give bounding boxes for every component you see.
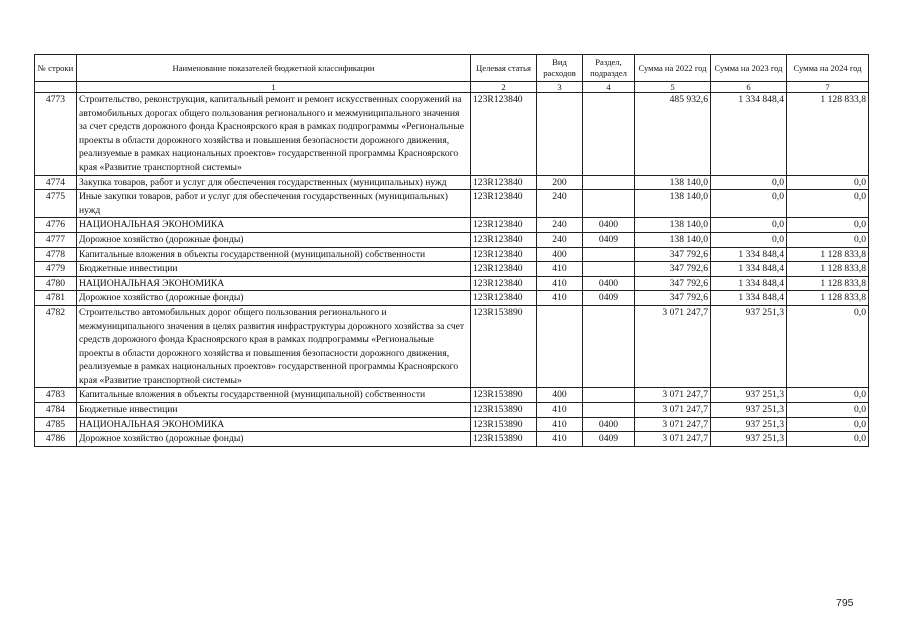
sum-2022-cell: 138 140,0 (635, 175, 711, 190)
section-cell (583, 190, 635, 218)
expense-type-cell: 410 (537, 276, 583, 291)
sum-2022-cell: 3 071 247,7 (635, 403, 711, 418)
expense-type-cell: 410 (537, 432, 583, 447)
header-row-number: № строки (35, 55, 77, 82)
table-row (35, 432, 869, 447)
row-number-cell: 4783 (35, 388, 77, 403)
header-sum-2022: Сумма на 2022 год (635, 55, 711, 82)
sum-2022-cell: 347 792,6 (635, 262, 711, 277)
sum-2022-cell: 347 792,6 (635, 247, 711, 262)
sum-2023-cell: 0,0 (711, 232, 787, 247)
indicator-name-cell: Дорожное хозяйство (дорожные фонды) (77, 291, 471, 306)
target-article-cell: 123R123840 (471, 218, 537, 233)
expense-type-cell: 400 (537, 388, 583, 403)
row-number-cell: 4786 (35, 432, 77, 447)
sum-2022-cell: 138 140,0 (635, 190, 711, 218)
table-row (35, 305, 869, 388)
sum-2022-cell: 347 792,6 (635, 291, 711, 306)
table-row (35, 417, 869, 432)
row-number-cell: 4781 (35, 291, 77, 306)
sum-2024-cell: 1 128 833,8 (787, 247, 869, 262)
table-row (35, 262, 869, 277)
table-header (35, 55, 869, 93)
indicator-name-cell: НАЦИОНАЛЬНАЯ ЭКОНОМИКА (77, 417, 471, 432)
sum-2023-cell: 0,0 (711, 175, 787, 190)
target-article-cell: 123R123840 (471, 93, 537, 176)
column-number: 5 (635, 82, 711, 93)
table-row (35, 93, 869, 176)
section-cell (583, 175, 635, 190)
sum-2023-cell: 0,0 (711, 190, 787, 218)
sum-2024-cell: 0,0 (787, 388, 869, 403)
target-article-cell: 123R153890 (471, 432, 537, 447)
section-cell (583, 403, 635, 418)
sum-2024-cell: 0,0 (787, 218, 869, 233)
sum-2022-cell: 138 140,0 (635, 218, 711, 233)
expense-type-cell: 410 (537, 417, 583, 432)
sum-2022-cell: 3 071 247,7 (635, 388, 711, 403)
page-number: 795 (836, 597, 854, 609)
expense-type-cell: 240 (537, 190, 583, 218)
section-cell: 0400 (583, 417, 635, 432)
sum-2022-cell: 3 071 247,7 (635, 417, 711, 432)
expense-type-cell: 410 (537, 262, 583, 277)
section-cell: 0409 (583, 291, 635, 306)
sum-2023-cell: 1 334 848,4 (711, 291, 787, 306)
sum-2023-cell: 937 251,3 (711, 403, 787, 418)
target-article-cell: 123R153890 (471, 388, 537, 403)
section-cell (583, 93, 635, 176)
sum-2022-cell: 3 071 247,7 (635, 432, 711, 447)
sum-2023-cell: 937 251,3 (711, 432, 787, 447)
header-sum-2024: Сумма на 2024 год (787, 55, 869, 82)
header-indicator-name: Наименование показателей бюджетной классификации (77, 55, 471, 82)
target-article-cell: 123R123840 (471, 276, 537, 291)
sum-2023-cell: 1 334 848,4 (711, 262, 787, 277)
row-number-cell: 4778 (35, 247, 77, 262)
sum-2024-cell: 0,0 (787, 190, 869, 218)
row-number-cell: 4776 (35, 218, 77, 233)
section-cell (583, 247, 635, 262)
row-number-cell: 4784 (35, 403, 77, 418)
sum-2023-cell: 937 251,3 (711, 388, 787, 403)
row-number-cell: 4774 (35, 175, 77, 190)
header-expense-type: Вид расходов (537, 55, 583, 82)
sum-2022-cell: 485 932,6 (635, 93, 711, 176)
expense-type-cell: 410 (537, 291, 583, 306)
sum-2023-cell: 937 251,3 (711, 305, 787, 388)
table-row (35, 247, 869, 262)
table-body (35, 93, 869, 447)
indicator-name-cell: НАЦИОНАЛЬНАЯ ЭКОНОМИКА (77, 276, 471, 291)
sum-2024-cell: 1 128 833,8 (787, 93, 869, 176)
sum-2024-cell: 1 128 833,8 (787, 291, 869, 306)
header-section: Раздел, подраздел (583, 55, 635, 82)
target-article-cell: 123R123840 (471, 232, 537, 247)
row-number-cell: 4785 (35, 417, 77, 432)
column-number: 7 (787, 82, 869, 93)
sum-2024-cell: 1 128 833,8 (787, 276, 869, 291)
expense-type-cell: 200 (537, 175, 583, 190)
expense-type-cell: 240 (537, 218, 583, 233)
table-row (35, 403, 869, 418)
indicator-name-cell: Строительство, реконструкция, капитальный ремонт и ремонт искусственных сооружений на автомобильных дорогах общего пользования регионального и межмуниципального значения за счет средств дорожного фонда Красноярского края в рамках подпрограммы «Региональные проекты в области дорожного хозяйства и повышения безопасности дорожного движения, реализуемые в рамках национальных проектов» государственной программы Красноярского края «Развитие транспортной системы» (77, 93, 471, 176)
target-article-cell: 123R153890 (471, 403, 537, 418)
target-article-cell: 123R123840 (471, 262, 537, 277)
table-row (35, 190, 869, 218)
indicator-name-cell: Дорожное хозяйство (дорожные фонды) (77, 232, 471, 247)
budget-table (34, 54, 869, 447)
indicator-name-cell: Бюджетные инвестиции (77, 403, 471, 418)
sum-2022-cell: 138 140,0 (635, 232, 711, 247)
sum-2022-cell: 3 071 247,7 (635, 305, 711, 388)
column-number-blank (35, 82, 77, 93)
sum-2024-cell: 0,0 (787, 175, 869, 190)
section-cell: 0409 (583, 232, 635, 247)
row-number-cell: 4782 (35, 305, 77, 388)
indicator-name-cell: Дорожное хозяйство (дорожные фонды) (77, 432, 471, 447)
section-cell: 0400 (583, 218, 635, 233)
column-number-row (35, 82, 869, 93)
sum-2023-cell: 1 334 848,4 (711, 247, 787, 262)
sum-2023-cell: 1 334 848,4 (711, 93, 787, 176)
expense-type-cell (537, 93, 583, 176)
indicator-name-cell: НАЦИОНАЛЬНАЯ ЭКОНОМИКА (77, 218, 471, 233)
section-cell: 0400 (583, 276, 635, 291)
row-number-cell: 4779 (35, 262, 77, 277)
section-cell (583, 262, 635, 277)
row-number-cell: 4777 (35, 232, 77, 247)
expense-type-cell: 240 (537, 232, 583, 247)
section-cell (583, 305, 635, 388)
indicator-name-cell: Строительство автомобильных дорог общего пользования регионального и межмуниципального значения в целях развития инфраструктуры дорожного хозяйства за счет средств дорожного фонда Красноярского края в рамках подпрограммы «Региональные проекты в области дорожного хозяйства и повышения безопасности дорожного движения, реализуемые в рамках национальных проектов» государственной программы Красноярского края «Развитие транспортной системы» (77, 305, 471, 388)
sum-2023-cell: 937 251,3 (711, 417, 787, 432)
target-article-cell: 123R123840 (471, 291, 537, 306)
sum-2024-cell: 0,0 (787, 232, 869, 247)
table-row (35, 175, 869, 190)
column-number: 6 (711, 82, 787, 93)
table-row (35, 291, 869, 306)
sum-2023-cell: 1 334 848,4 (711, 276, 787, 291)
target-article-cell: 123R123840 (471, 247, 537, 262)
indicator-name-cell: Капитальные вложения в объекты государственной (муниципальной) собственности (77, 247, 471, 262)
indicator-name-cell: Иные закупки товаров, работ и услуг для обеспечения государственных (муниципальных) нужд (77, 190, 471, 218)
sum-2022-cell: 347 792,6 (635, 276, 711, 291)
expense-type-cell: 410 (537, 403, 583, 418)
table-row (35, 276, 869, 291)
expense-type-cell: 400 (537, 247, 583, 262)
column-number: 4 (583, 82, 635, 93)
sum-2024-cell: 0,0 (787, 432, 869, 447)
sum-2024-cell: 0,0 (787, 403, 869, 418)
expense-type-cell (537, 305, 583, 388)
sum-2024-cell: 0,0 (787, 305, 869, 388)
header-sum-2023: Сумма на 2023 год (711, 55, 787, 82)
section-cell: 0409 (583, 432, 635, 447)
sum-2024-cell: 0,0 (787, 417, 869, 432)
column-number: 2 (471, 82, 537, 93)
table-row (35, 232, 869, 247)
sum-2023-cell: 0,0 (711, 218, 787, 233)
header-row (35, 55, 869, 82)
target-article-cell: 123R123840 (471, 190, 537, 218)
row-number-cell: 4775 (35, 190, 77, 218)
sum-2024-cell: 1 128 833,8 (787, 262, 869, 277)
target-article-cell: 123R123840 (471, 175, 537, 190)
target-article-cell: 123R153890 (471, 417, 537, 432)
section-cell (583, 388, 635, 403)
table-row (35, 388, 869, 403)
column-number: 1 (77, 82, 471, 93)
row-number-cell: 4773 (35, 93, 77, 176)
table-row (35, 218, 869, 233)
row-number-cell: 4780 (35, 276, 77, 291)
header-target-article: Целевая статья (471, 55, 537, 82)
indicator-name-cell: Капитальные вложения в объекты государственной (муниципальной) собственности (77, 388, 471, 403)
target-article-cell: 123R153890 (471, 305, 537, 388)
indicator-name-cell: Бюджетные инвестиции (77, 262, 471, 277)
column-number: 3 (537, 82, 583, 93)
indicator-name-cell: Закупка товаров, работ и услуг для обеспечения государственных (муниципальных) нужд (77, 175, 471, 190)
